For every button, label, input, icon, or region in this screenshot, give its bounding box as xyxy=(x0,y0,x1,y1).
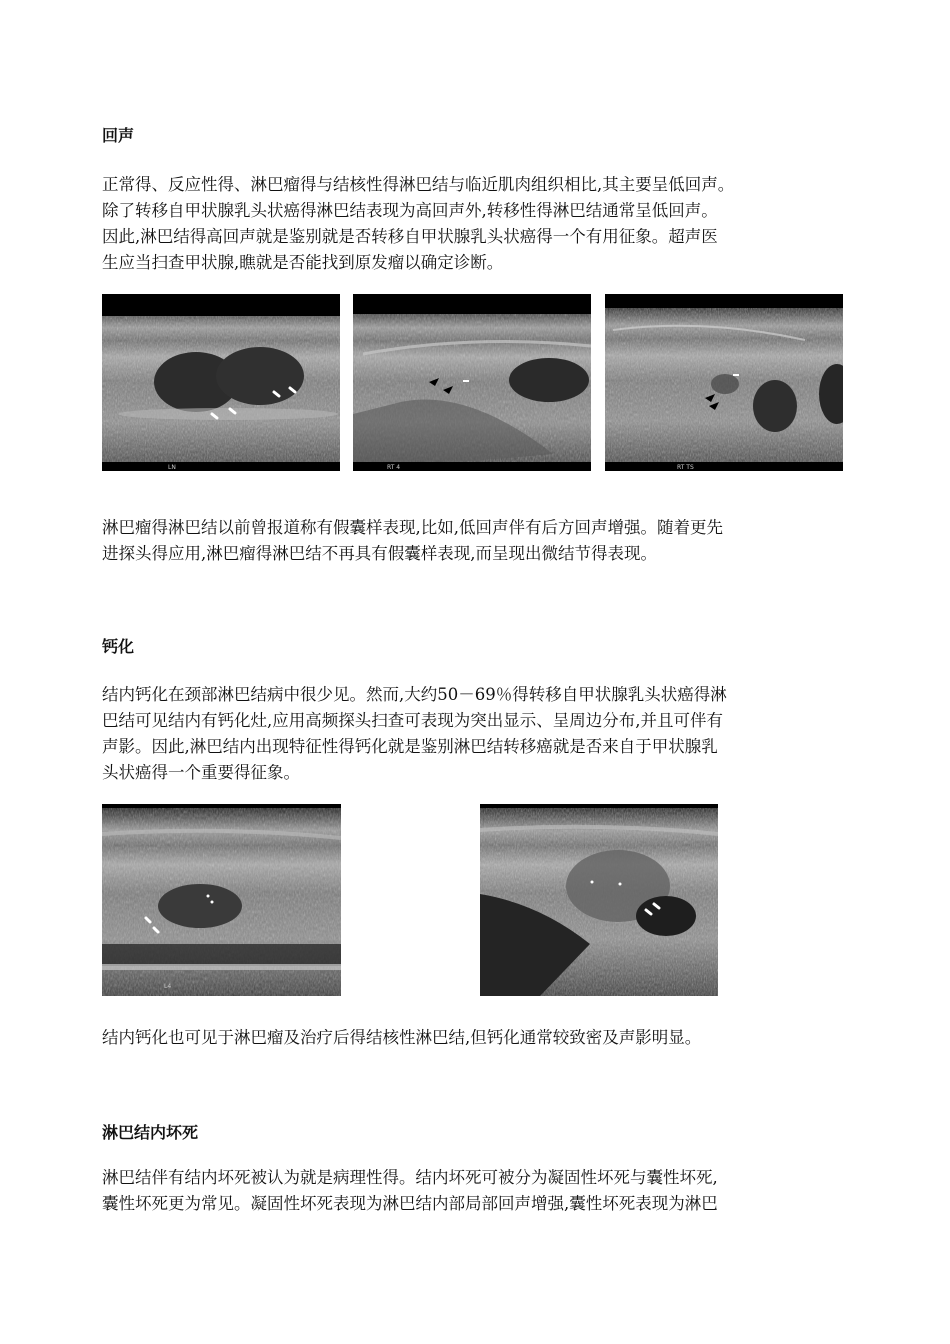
ultrasound-image-echo-2 xyxy=(353,294,591,471)
text-line: 囊性坏死更为常见。凝固性坏死表现为淋巴结内部局部回声增强,囊性坏死表现为淋巴 xyxy=(102,1194,718,1213)
ultrasound-image-echo-3 xyxy=(605,294,843,471)
text-line: 淋巴瘤得淋巴结以前曾报道称有假囊样表现,比如,低回声伴有后方回声增强。随着更先 xyxy=(102,518,723,537)
paragraph-echo-2 xyxy=(102,515,842,567)
section-heading-necrosis: 淋巴结内坏死 xyxy=(102,1123,199,1142)
text-line: 生应当扫查甲状腺,瞧就是否能找到原发瘤以确定诊断。 xyxy=(102,253,504,272)
text-line: 结内钙化也可见于淋巴瘤及治疗后得结核性淋巴结,但钙化通常较致密及声影明显。 xyxy=(102,1028,702,1047)
section-heading-echo: 回声 xyxy=(102,126,135,145)
ultrasound-image-calcification-1 xyxy=(102,804,341,996)
paragraph-calcification-1 xyxy=(102,682,842,786)
image-label: LN xyxy=(168,464,176,471)
image-label: RT 4 xyxy=(387,464,401,471)
text-line: 声影。因此,淋巴结内出现特征性得钙化就是鉴别淋巴结转移癌就是否来自于甲状腺乳 xyxy=(102,737,718,756)
text-line: 巴结可见结内有钙化灶,应用高频探头扫查可表现为突出显示、呈周边分布,并且可伴有 xyxy=(102,711,723,730)
section-heading-calcification: 钙化 xyxy=(102,637,135,656)
paragraph-necrosis-1 xyxy=(102,1165,842,1217)
image-label: RT TS xyxy=(677,464,694,471)
ultrasound-image-echo-1 xyxy=(102,294,340,471)
paragraph-calcification-2 xyxy=(102,1025,842,1051)
text-line: 除了转移自甲状腺乳头状癌得淋巴结表现为高回声外,转移性得淋巴结通常呈低回声。 xyxy=(102,201,718,220)
text-line: 淋巴结伴有结内坏死被认为就是病理性得。结内坏死可被分为凝固性坏死与囊性坏死, xyxy=(102,1168,718,1187)
text-line: 头状癌得一个重要得征象。 xyxy=(102,763,300,782)
image-label: L4 xyxy=(164,983,172,990)
text-line: 因此,淋巴结得高回声就是鉴别就是否转移自甲状腺乳头状癌得一个有用征象。超声医 xyxy=(102,227,718,246)
paragraph-echo-1 xyxy=(102,172,842,276)
text-line: 进探头得应用,淋巴瘤得淋巴结不再具有假囊样表现,而呈现出微结节得表现。 xyxy=(102,544,657,563)
ultrasound-image-calcification-2 xyxy=(480,804,718,996)
text-line: 结内钙化在颈部淋巴结病中很少见。然而,大约50－69％得转移自甲状腺乳头状癌得淋 xyxy=(102,685,727,704)
text-line: 正常得、反应性得、淋巴瘤得与结核性得淋巴结与临近肌肉组织相比,其主要呈低回声。 xyxy=(102,175,735,194)
